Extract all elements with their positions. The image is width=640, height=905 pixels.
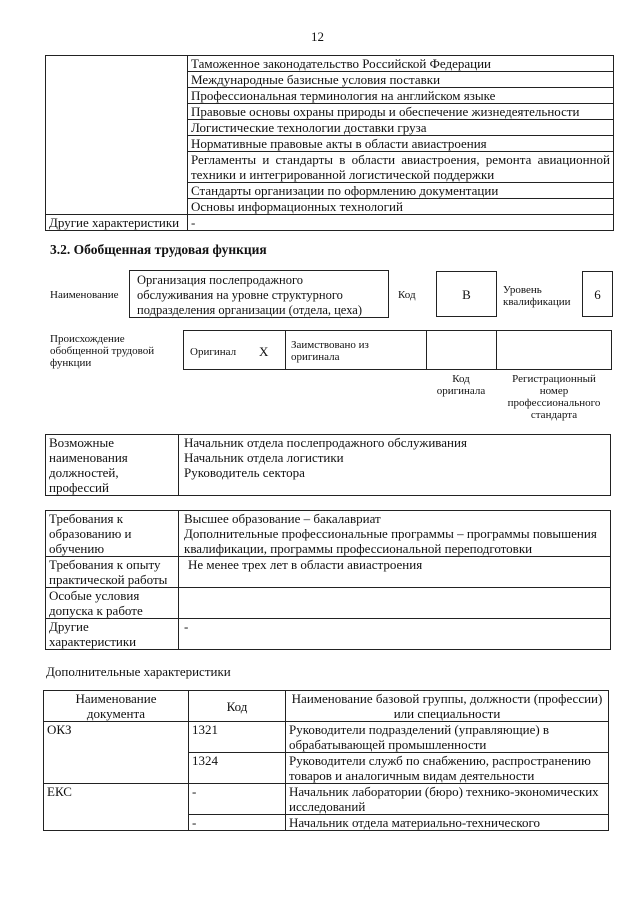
requirement-value: [179, 588, 611, 619]
list-item: Нормативные правовые акты в области авиастроения: [188, 136, 614, 152]
table-row: [44, 691, 609, 722]
function-name-box: [129, 270, 389, 318]
positions-label: Возможные наименования должностей, профессий: [46, 435, 179, 496]
requirement-value: Высшее образование – бакалавриат Дополнительные профессиональные программы – программы повышения квалификации, программы профессиональной переподготовки: [179, 511, 611, 557]
row-code: 1324: [189, 753, 286, 784]
list-item: Стандарты организации по оформлению документации: [188, 183, 614, 199]
function-name: Организация послепродажного обслуживания на уровне структурного подразделения организации (отдела, цеха): [137, 273, 362, 317]
table-row: [46, 511, 611, 557]
row-name: Руководители служб по снабжению, распространению товаров и аналогичным видам деятельности: [286, 753, 609, 784]
level-box: [582, 271, 613, 317]
list-item: Основы информационных технологий: [188, 199, 614, 215]
origin-label: Происхождение обобщенной трудовой функции: [50, 333, 155, 369]
additional-table: [43, 690, 609, 831]
level-label: Уровень квалификации: [503, 284, 571, 308]
row-code: -: [189, 815, 286, 831]
list-item: Международные базисные условия поставки: [188, 72, 614, 88]
requirement-label: Особые условия допуска к работе: [46, 588, 179, 619]
table-row: [46, 215, 614, 231]
list-item: Профессиональная терминология на английском языке: [188, 88, 614, 104]
row-name: Руководители подразделений (управляющие) в обрабатывающей промышленности: [286, 722, 609, 753]
position-item: Начальник отдела послепродажного обслуживания: [184, 435, 467, 450]
requirement-value: -: [179, 619, 611, 650]
requirements-table: [45, 510, 611, 650]
code-label: Код: [398, 289, 416, 301]
list-item: Регламенты и стандарты в области авиастроения, ремонта авиационной техники и интегрированной логистической поддержки: [188, 152, 614, 183]
requirement-label: Другие характеристики: [46, 619, 179, 650]
table-row: [46, 435, 611, 496]
additional-title: Дополнительные характеристики: [46, 664, 231, 679]
row-document: ЕКС: [44, 784, 189, 831]
code-box: [436, 271, 497, 317]
original-label: Оригинал: [190, 346, 237, 358]
table-row: [46, 619, 611, 650]
header-name: Наименование базовой группы, должности (профессии) или специальности: [286, 691, 609, 722]
list-item: Логистические технологии доставки груза: [188, 120, 614, 136]
header-code: Код: [189, 691, 286, 722]
position-item: Начальник отдела логистики: [184, 450, 344, 465]
requirement-label: Требования к образованию и обучению: [46, 511, 179, 557]
other-label: Другие характеристики: [46, 215, 188, 231]
code-original-caption: Код оригинала: [436, 373, 486, 397]
reg-number-caption: Регистрационный номер профессионального стандарта: [507, 373, 601, 421]
borrowed-label: Заимствовано из оригинала: [291, 339, 369, 363]
origin-row: [183, 330, 612, 370]
row-code: 1321: [189, 722, 286, 753]
table-row: [44, 722, 609, 753]
other-value: -: [188, 215, 614, 231]
table-row: [46, 588, 611, 619]
section-title: 3.2. Обобщенная трудовая функция: [50, 242, 267, 257]
row-name: Начальник лаборатории (бюро) технико-экономических исследований: [286, 784, 609, 815]
level-value: 6: [594, 287, 601, 302]
table-row: [46, 56, 614, 72]
row-name: Начальник отдела материально-технического: [286, 815, 609, 831]
list-item: Правовые основы охраны природы и обеспечение жизнедеятельности: [188, 104, 614, 120]
knowledge-table: [45, 55, 614, 231]
row-code: -: [189, 784, 286, 815]
table-row: [44, 784, 609, 815]
header-document: Наименование документа: [44, 691, 189, 722]
table-row: [46, 557, 611, 588]
requirement-label: Требования к опыту практической работы: [46, 557, 179, 588]
list-item: Таможенное законодательство Российской Федерации: [188, 56, 614, 72]
name-label: Наименование: [50, 289, 119, 301]
page-number: 12: [311, 29, 324, 44]
code-value: В: [462, 287, 471, 302]
row-document: ОКЗ: [44, 722, 189, 784]
requirement-value: Не менее трех лет в области авиастроения: [179, 557, 611, 588]
position-item: Руководитель сектора: [184, 465, 305, 480]
original-mark: X: [259, 344, 269, 359]
positions-table: [45, 434, 611, 496]
